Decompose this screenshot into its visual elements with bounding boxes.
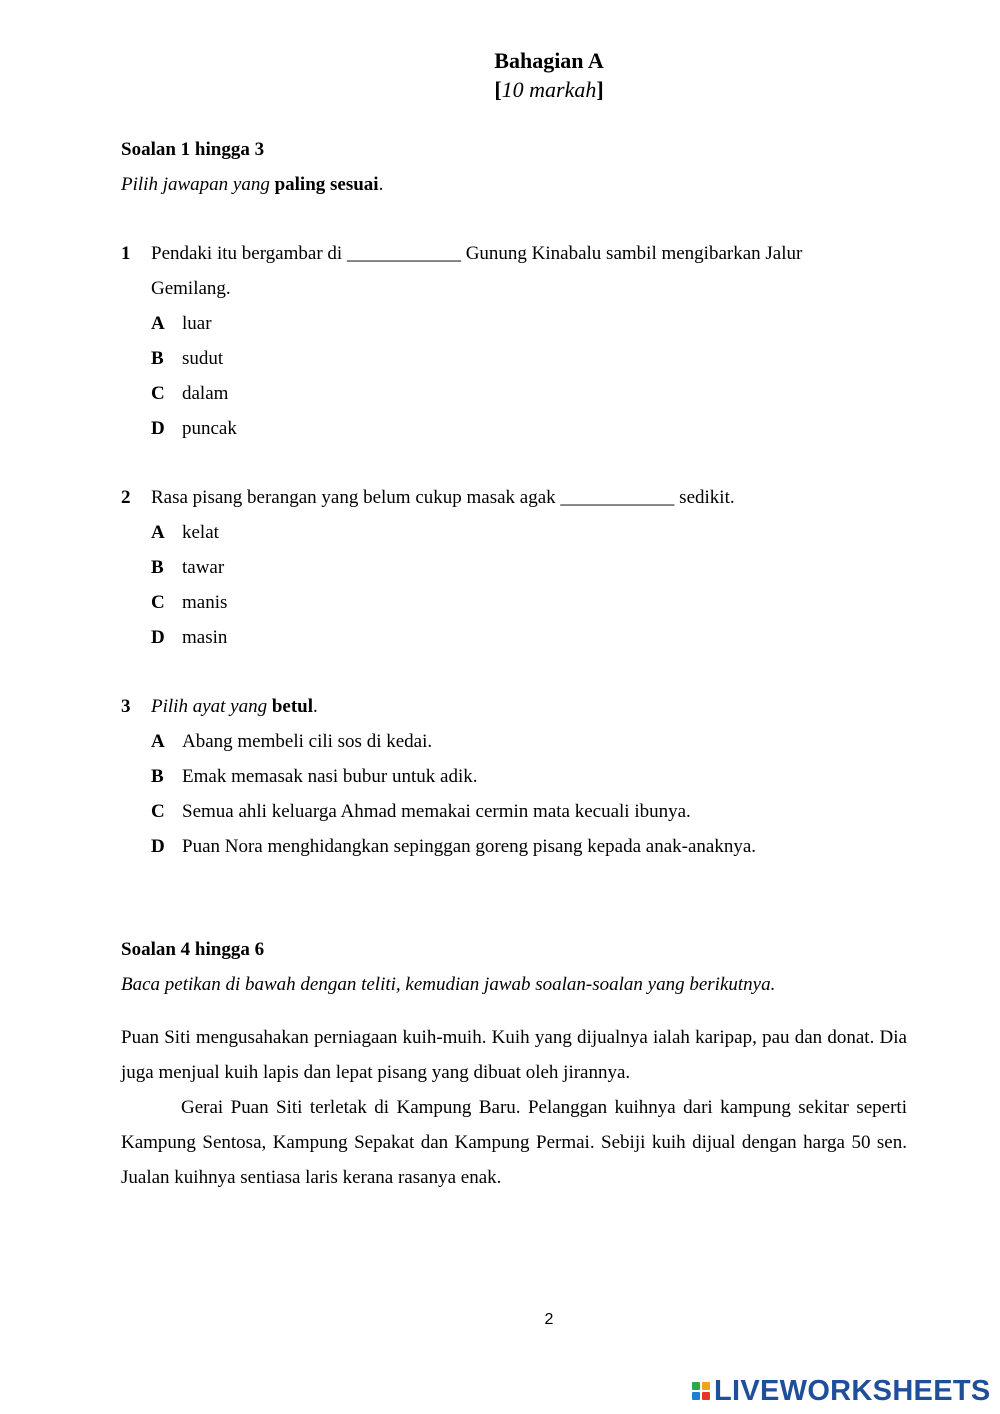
section2-instruction: Baca petikan di bawah dengan teliti, kemudian jawab soalan-soalan yang berikutnya. (121, 974, 776, 995)
question-3-option-a[interactable]: Abang membeli cili sos di kedai. (182, 731, 433, 752)
question-1-option-b-letter[interactable]: B (151, 348, 164, 369)
question-2-option-d-letter[interactable]: D (151, 627, 165, 648)
question-3-option-c-letter[interactable]: C (151, 801, 165, 822)
logo-text: LIVEWORKSHEETS (714, 1374, 991, 1407)
question-2-option-b[interactable]: tawar (182, 557, 225, 578)
liveworksheets-logo[interactable] (692, 1375, 991, 1407)
question-2-option-c[interactable]: manis (182, 592, 228, 613)
passage-paragraph-1: Puan Siti mengusahakan perniagaan kuih-muih. Kuih yang dijualnya ialah karipap, pau dan donat. Dia juga menjual kuih lapis dan lepat pisang yang dibuat oleh jirannya. (121, 1027, 907, 1083)
question-1-text-line2: Gemilang. (151, 278, 231, 299)
question-3-option-d[interactable]: Puan Nora menghidangkan sepinggan goreng pisang kepada anak-anaknya. (182, 836, 757, 857)
question-1-number: 1 (121, 243, 131, 264)
question-3-text: Pilih ayat yang betul. (151, 696, 318, 717)
page-number: 2 (544, 1311, 554, 1328)
question-2-option-a-letter[interactable]: A (151, 522, 165, 543)
question-1-option-b[interactable]: sudut (182, 348, 224, 369)
passage-paragraph-2: Gerai Puan Siti terletak di Kampung Baru. Pelanggan kuihnya dari kampung sekitar seperti Kampung Sentosa, Kampung Sepakat dan Kampung Permai. Sebiji kuih dijual dengan harga 50 sen. Jualan kuihnya sentiasa laris kerana rasanya enak. (121, 1097, 907, 1188)
section1-instruction: Pilih jawapan yang paling sesuai. (121, 174, 384, 195)
section2-heading: Soalan 4 hingga 6 (121, 939, 265, 960)
liveworksheets-grid-icon (692, 1382, 710, 1400)
question-2-text: Rasa pisang berangan yang belum cukup masak agak ____________ sedikit. (151, 487, 735, 508)
section1-heading: Soalan 1 hingga 3 (121, 139, 265, 160)
question-3-option-b[interactable]: Emak memasak nasi bubur untuk adik. (182, 766, 478, 787)
question-1-text-line1: Pendaki itu bergambar di ____________ Gunung Kinabalu sambil mengibarkan Jalur (151, 243, 803, 264)
question-1-option-c-letter[interactable]: C (151, 383, 165, 404)
question-2-option-d[interactable]: masin (182, 627, 228, 648)
question-3-option-b-letter[interactable]: B (151, 766, 164, 787)
question-1-option-c[interactable]: dalam (182, 383, 229, 404)
question-1-option-a-letter[interactable]: A (151, 313, 165, 334)
question-1-option-a[interactable]: luar (182, 313, 212, 334)
question-2-number: 2 (121, 487, 131, 508)
question-2-option-c-letter[interactable]: C (151, 592, 165, 613)
marks-label: [10 markah] (494, 77, 604, 102)
question-3-option-a-letter[interactable]: A (151, 731, 165, 752)
question-3-number: 3 (121, 696, 131, 717)
question-2-option-b-letter[interactable]: B (151, 557, 164, 578)
reading-passage (121, 1020, 907, 1195)
question-3-option-c[interactable]: Semua ahli keluarga Ahmad memakai cermin mata kecuali ibunya. (182, 801, 691, 822)
question-1-option-d[interactable]: puncak (182, 418, 237, 439)
question-3-option-d-letter[interactable]: D (151, 836, 165, 857)
section-title: Bahagian A (494, 48, 604, 73)
question-1-option-d-letter[interactable]: D (151, 418, 165, 439)
question-2-option-a[interactable]: kelat (182, 522, 219, 543)
